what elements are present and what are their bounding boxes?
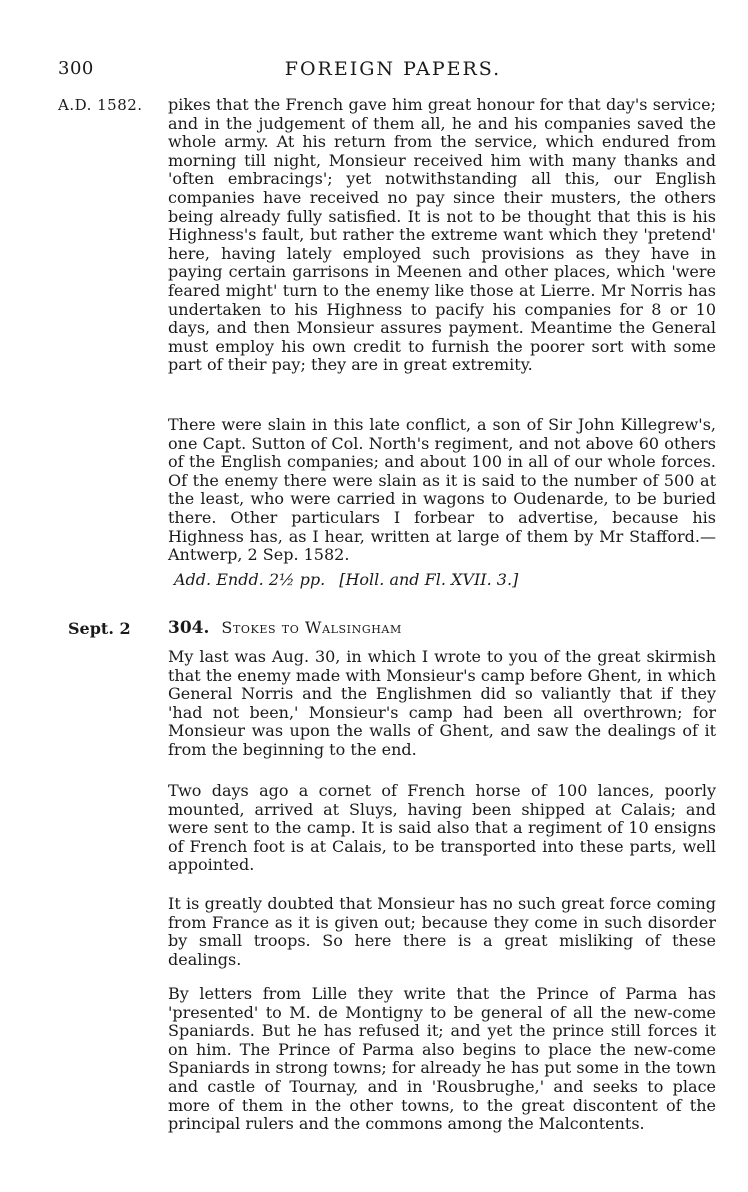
endnote-description: Add. Endd. 2½ pp. bbox=[174, 570, 326, 589]
paragraph: My last was Aug. 30, in which I wrote to you of the great skirmish that the enemy made with Monsieur's camp before Ghent, in which General Norris and the Englishmen did so valiantly that if they 'had not been,' Monsieur's camp had been all overthrown; for Monsieur was upon the walls of Ghent, and saw the dealings of it from the beginning to the end. bbox=[168, 647, 716, 759]
page-number: 300 bbox=[58, 58, 94, 79]
margin-year: A.D. 1582. bbox=[58, 96, 143, 114]
entry-304-paragraph-1 bbox=[168, 648, 716, 760]
paragraph: Two days ago a cornet of French horse of 100 lances, poorly mounted, arrived at Sluys, having been shipped at Calais; and were sent to the camp. It is said also that a regiment of 10 ensigns of French foot is at Calais, to be transported into these parts, well appointed. bbox=[168, 781, 716, 875]
entry-continuation bbox=[168, 96, 716, 375]
entry-304-paragraph-3 bbox=[168, 895, 716, 969]
paragraph: There were slain in this late conflict, a son of Sir John Killegrew's, one Capt. Sutton of Col. North's regiment, and not above 60 others of the English companies; and about 100 in all of our whole forces. Of the enemy there were slain as it is said to the number of 500 at the least, who were carried in wagons to Oudenarde, to be buried there. Other particulars I forbear to advertise, because his Highness has, as I hear, written at large of them by Mr Stafford.—Antwerp, 2 Sep. 1582. bbox=[168, 415, 716, 565]
entry-304-paragraph-4 bbox=[168, 985, 716, 1134]
paragraph: By letters from Lille they write that the Prince of Parma has 'presented' to M. de Montigny to be general of all the new-come Spaniards. But he has refused it; and yet the prince still forces it on him. The Prince of Parma also begins to place the new-come Spaniards in strong towns; for already he has put some in the town and castle of Tournay, and in 'Rousbrughe,' and seeks to place more of them in the other towns, to the great discontent of the principal rulers and the commons among the Malcontents. bbox=[168, 984, 716, 1134]
entry-heading bbox=[168, 618, 402, 638]
page-header bbox=[58, 58, 698, 84]
entry-number: 304. bbox=[168, 618, 210, 638]
endnote-line bbox=[168, 570, 716, 590]
entry-title: Stokes to Walsingham bbox=[221, 618, 402, 637]
margin-entry-date: Sept. 2 bbox=[68, 619, 131, 638]
entry-304-paragraph-2 bbox=[168, 782, 716, 875]
archive-reference: [Holl. and Fl. XVII. 3.] bbox=[339, 570, 519, 589]
running-title: FOREIGN PAPERS. bbox=[284, 58, 502, 80]
paragraph: pikes that the French gave him great honour for that day's service; and in the judgement of them all, he and his companies saved the whole army. At his return from the service, which endured from morning till night, Monsieur received him with many thanks and 'often embracings'; yet notwithstanding all this, our English companies have received no pay since their musters, the others being already fully satisfied. It is not to be thought that this is his Highness's fault, but rather the extreme want which they 'pretend' here, having lately employed such provisions as they have in paying certain garrisons in Meenen and other places, which 'were feared might' turn to the enemy like those at Lierre. Mr Norris has undertaken to his Highness to pacify his companies for 8 or 10 days, and then Monsieur assures payment. Meantime the General must employ his own credit to furnish the poorer sort with some part of their pay; they are in great extremity. bbox=[168, 95, 716, 375]
paragraph: It is greatly doubted that Monsieur has no such great force coming from France as it is given out; because they come in such disorder by small troops. So here there is a great misliking of these dealings. bbox=[168, 894, 716, 969]
entry-continuation-second bbox=[168, 416, 716, 565]
